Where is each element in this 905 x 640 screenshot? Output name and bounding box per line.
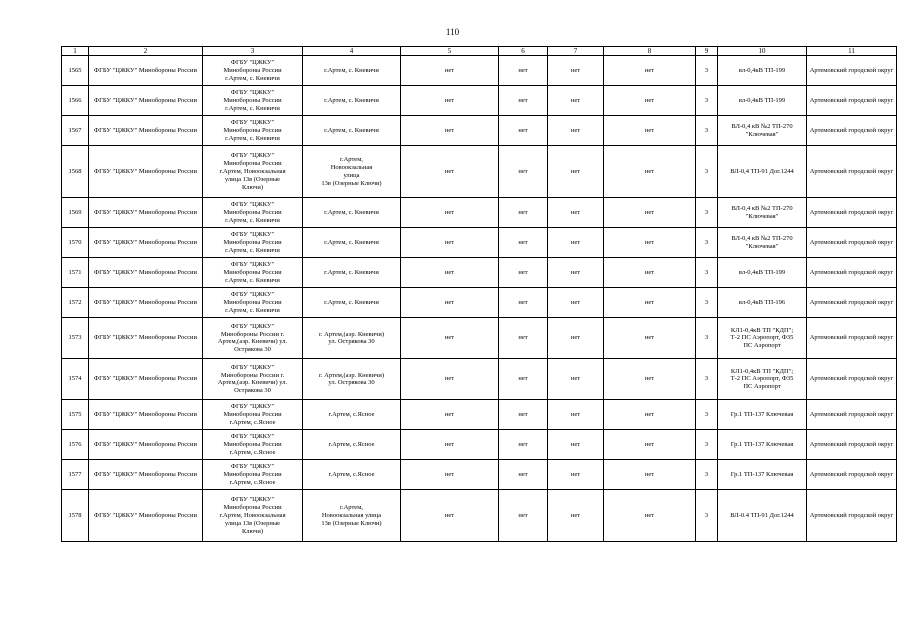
header-row: [62, 47, 897, 56]
cell-col6: нет: [499, 460, 548, 490]
cell-col8: нет: [604, 258, 696, 288]
cell-col5: нет: [401, 146, 499, 198]
table-row: [62, 86, 897, 116]
cell-number: 1568: [62, 146, 89, 198]
cell-owner-address: ФГБУ "ЦЖКУ" Минобороны России г.Артем, с.Ясное: [203, 430, 303, 460]
cell-col9: 3: [696, 198, 718, 228]
cell-owner-address: ФГБУ "ЦЖКУ" Минобороны России г.Артем, Новоокзальная улица 13в (Озерные Ключи): [203, 146, 303, 198]
cell-power-line: КЛ1-0,4кВ ТП "КДП"; Т-2 ПС Аэропорт, Ф35 ПС Аэропорт: [718, 359, 807, 400]
cell-district: Артемовский городской округ: [807, 56, 897, 86]
header-cell-7: 7: [548, 47, 604, 56]
cell-col5: нет: [401, 258, 499, 288]
cell-col9: 3: [696, 400, 718, 430]
cell-col9: 3: [696, 288, 718, 318]
cell-col6: нет: [499, 258, 548, 288]
cell-col6: нет: [499, 359, 548, 400]
cell-owner-address: ФГБУ "ЦЖКУ" Минобороны России г.Артем, с. Кневичи: [203, 56, 303, 86]
cell-col8: нет: [604, 460, 696, 490]
cell-col9: 3: [696, 359, 718, 400]
cell-col7: нет: [548, 288, 604, 318]
cell-holder: ФГБУ "ЦЖКУ" Минобороны России: [89, 359, 203, 400]
cell-col8: нет: [604, 400, 696, 430]
cell-col5: нет: [401, 228, 499, 258]
table-row: [62, 400, 897, 430]
cell-col9: 3: [696, 490, 718, 542]
cell-object-address: г.Артем, с. Кневичи: [303, 56, 401, 86]
cell-power-line: ВЛ-0,4 ТП-91 Дог.1244: [718, 146, 807, 198]
cell-col5: нет: [401, 318, 499, 359]
cell-district: Артемовский городской округ: [807, 146, 897, 198]
cell-col9: 3: [696, 460, 718, 490]
cell-number: 1569: [62, 198, 89, 228]
cell-col5: нет: [401, 198, 499, 228]
cell-col9: 3: [696, 56, 718, 86]
cell-col6: нет: [499, 198, 548, 228]
cell-col9: 3: [696, 430, 718, 460]
cell-power-line: ВЛ-0.4 ТП-91 Дог.1244: [718, 490, 807, 542]
cell-power-line: Гр.1 ТП-137 Ключевая: [718, 460, 807, 490]
cell-district: Артемовский городской округ: [807, 400, 897, 430]
cell-number: 1571: [62, 258, 89, 288]
cell-power-line: вл-0,4кВ ТП-199: [718, 56, 807, 86]
cell-holder: ФГБУ "ЦЖКУ" Минобороны России: [89, 146, 203, 198]
cell-col7: нет: [548, 430, 604, 460]
cell-holder: ФГБУ "ЦЖКУ" Минобороны России: [89, 288, 203, 318]
cell-holder: ФГБУ "ЦЖКУ" Минобороны России: [89, 116, 203, 146]
cell-object-address: г.Артем, Новоокзальная улица 13в (Озерные Ключи): [303, 490, 401, 542]
cell-holder: ФГБУ "ЦЖКУ" Минобороны России: [89, 400, 203, 430]
header-cell-5: 5: [401, 47, 499, 56]
cell-holder: ФГБУ "ЦЖКУ" Минобороны России: [89, 460, 203, 490]
cell-power-line: вл-0,4кВ ТП-199: [718, 86, 807, 116]
cell-col6: нет: [499, 318, 548, 359]
cell-object-address: г.Артем, с.Ясное: [303, 430, 401, 460]
table-row: [62, 490, 897, 542]
cell-number: 1566: [62, 86, 89, 116]
cell-col8: нет: [604, 198, 696, 228]
cell-holder: ФГБУ "ЦЖКУ" Минобороны России: [89, 490, 203, 542]
table-row: [62, 146, 897, 198]
cell-col5: нет: [401, 359, 499, 400]
cell-owner-address: ФГБУ "ЦЖКУ" Минобороны России г. Артем,(аэр. Кневичи) ул. Острякова 30: [203, 318, 303, 359]
cell-district: Артемовский городской округ: [807, 318, 897, 359]
cell-col5: нет: [401, 400, 499, 430]
cell-col8: нет: [604, 318, 696, 359]
cell-col8: нет: [604, 86, 696, 116]
cell-power-line: ВЛ-0,4 кВ №2 ТП-270 "Ключевая": [718, 228, 807, 258]
table-row: [62, 288, 897, 318]
cell-col7: нет: [548, 228, 604, 258]
cell-power-line: вл-0,4кВ ТП-199: [718, 258, 807, 288]
cell-owner-address: ФГБУ "ЦЖКУ" Минобороны России г.Артем, с. Кневичи: [203, 228, 303, 258]
header-cell-11: 11: [807, 47, 897, 56]
cell-col8: нет: [604, 490, 696, 542]
table-row: [62, 430, 897, 460]
cell-col8: нет: [604, 288, 696, 318]
cell-owner-address: ФГБУ "ЦЖКУ" Минобороны России г.Артем, с. Кневичи: [203, 86, 303, 116]
cell-holder: ФГБУ "ЦЖКУ" Минобороны России: [89, 228, 203, 258]
table-body: [62, 56, 897, 542]
table-row: [62, 359, 897, 400]
cell-owner-address: ФГБУ "ЦЖКУ" Минобороны России г.Артем, с. Кневичи: [203, 116, 303, 146]
cell-col6: нет: [499, 86, 548, 116]
table-row: [62, 116, 897, 146]
cell-district: Артемовский городской округ: [807, 359, 897, 400]
cell-power-line: вл-0,4кВ ТП-196: [718, 288, 807, 318]
cell-col6: нет: [499, 430, 548, 460]
cell-col5: нет: [401, 460, 499, 490]
cell-col9: 3: [696, 86, 718, 116]
cell-col7: нет: [548, 86, 604, 116]
cell-number: 1572: [62, 288, 89, 318]
cell-holder: ФГБУ "ЦЖКУ" Минобороны России: [89, 258, 203, 288]
cell-district: Артемовский городской округ: [807, 198, 897, 228]
table-row: [62, 258, 897, 288]
header-cell-1: 1: [62, 47, 89, 56]
cell-district: Артемовский городской округ: [807, 430, 897, 460]
cell-district: Артемовский городской округ: [807, 116, 897, 146]
cell-object-address: г. Артем,(аэр. Кневичи) ул. Острякова 30: [303, 318, 401, 359]
cell-holder: ФГБУ "ЦЖКУ" Минобороны России: [89, 318, 203, 359]
cell-col6: нет: [499, 490, 548, 542]
registry-table: [61, 46, 897, 542]
header-cell-10: 10: [718, 47, 807, 56]
cell-col6: нет: [499, 116, 548, 146]
cell-col9: 3: [696, 258, 718, 288]
cell-col8: нет: [604, 228, 696, 258]
cell-district: Артемовский городской округ: [807, 258, 897, 288]
cell-number: 1575: [62, 400, 89, 430]
cell-district: Артемовский городской округ: [807, 228, 897, 258]
cell-col7: нет: [548, 460, 604, 490]
cell-object-address: г.Артем, с. Кневичи: [303, 228, 401, 258]
cell-col6: нет: [499, 400, 548, 430]
cell-col5: нет: [401, 116, 499, 146]
cell-owner-address: ФГБУ "ЦЖКУ" Минобороны России г.Артем, с. Кневичи: [203, 288, 303, 318]
cell-col6: нет: [499, 56, 548, 86]
cell-object-address: г.Артем, с.Ясное: [303, 400, 401, 430]
cell-col7: нет: [548, 198, 604, 228]
cell-col5: нет: [401, 430, 499, 460]
cell-col8: нет: [604, 430, 696, 460]
cell-col8: нет: [604, 56, 696, 86]
cell-power-line: Гр.1 ТП-137 Ключевая: [718, 400, 807, 430]
cell-power-line: ВЛ-0,4 кВ №2 ТП-270 "Ключевая": [718, 198, 807, 228]
cell-owner-address: ФГБУ "ЦЖКУ" Минобороны России г. Артем,(аэр. Кневичи) ул. Острякова 30: [203, 359, 303, 400]
cell-number: 1574: [62, 359, 89, 400]
cell-object-address: г.Артем, с. Кневичи: [303, 86, 401, 116]
cell-object-address: г.Артем, с. Кневичи: [303, 116, 401, 146]
table-row: [62, 228, 897, 258]
cell-col7: нет: [548, 116, 604, 146]
table-row: [62, 56, 897, 86]
cell-object-address: г.Артем, с.Ясное: [303, 460, 401, 490]
cell-number: 1573: [62, 318, 89, 359]
cell-col5: нет: [401, 288, 499, 318]
cell-col9: 3: [696, 116, 718, 146]
cell-col7: нет: [548, 258, 604, 288]
cell-col7: нет: [548, 490, 604, 542]
header-cell-8: 8: [604, 47, 696, 56]
cell-col7: нет: [548, 146, 604, 198]
table-row: [62, 318, 897, 359]
cell-holder: ФГБУ "ЦЖКУ" Минобороны России: [89, 56, 203, 86]
cell-number: 1578: [62, 490, 89, 542]
table-row: [62, 198, 897, 228]
cell-district: Артемовский городской округ: [807, 490, 897, 542]
cell-col8: нет: [604, 359, 696, 400]
cell-col9: 3: [696, 146, 718, 198]
cell-object-address: г.Артем, с. Кневичи: [303, 258, 401, 288]
cell-col5: нет: [401, 490, 499, 542]
cell-number: 1570: [62, 228, 89, 258]
cell-col5: нет: [401, 56, 499, 86]
cell-col9: 3: [696, 318, 718, 359]
cell-col6: нет: [499, 288, 548, 318]
cell-col7: нет: [548, 318, 604, 359]
cell-col6: нет: [499, 146, 548, 198]
cell-district: Артемовский городской округ: [807, 460, 897, 490]
cell-col8: нет: [604, 116, 696, 146]
cell-col7: нет: [548, 56, 604, 86]
cell-owner-address: ФГБУ "ЦЖКУ" Минобороны России г.Артем, с.Ясное: [203, 400, 303, 430]
cell-power-line: КЛ1-0,4кВ ТП "КДП"; Т-2 ПС Аэропорт, Ф35 ПС Аэропорт: [718, 318, 807, 359]
header-cell-9: 9: [696, 47, 718, 56]
cell-number: 1567: [62, 116, 89, 146]
page-number: 110: [445, 27, 460, 37]
cell-owner-address: ФГБУ "ЦЖКУ" Минобороны России г.Артем, с. Кневичи: [203, 258, 303, 288]
cell-power-line: Гр.1 ТП-137 Ключевая: [718, 430, 807, 460]
cell-holder: ФГБУ "ЦЖКУ" Минобороны России: [89, 198, 203, 228]
cell-owner-address: ФГБУ "ЦЖКУ" Минобороны России г.Артем, Новоокзальная улица 13в (Озерные Ключи): [203, 490, 303, 542]
header-cell-3: 3: [203, 47, 303, 56]
cell-district: Артемовский городской округ: [807, 86, 897, 116]
cell-district: Артемовский городской округ: [807, 288, 897, 318]
cell-owner-address: ФГБУ "ЦЖКУ" Минобороны России г.Артем, с.Ясное: [203, 460, 303, 490]
table-row: [62, 460, 897, 490]
cell-col5: нет: [401, 86, 499, 116]
header-cell-6: 6: [499, 47, 548, 56]
cell-power-line: ВЛ-0,4 кВ №2 ТП-270 "Ключевая": [718, 116, 807, 146]
header-cell-4: 4: [303, 47, 401, 56]
cell-col7: нет: [548, 359, 604, 400]
cell-col6: нет: [499, 228, 548, 258]
cell-number: 1577: [62, 460, 89, 490]
cell-object-address: г. Артем,(аэр. Кневичи) ул. Острякова 30: [303, 359, 401, 400]
cell-object-address: г.Артем, с. Кневичи: [303, 198, 401, 228]
cell-number: 1565: [62, 56, 89, 86]
cell-col8: нет: [604, 146, 696, 198]
cell-col7: нет: [548, 400, 604, 430]
cell-owner-address: ФГБУ "ЦЖКУ" Минобороны России г.Артем, с. Кневичи: [203, 198, 303, 228]
cell-object-address: г.Артем, с. Кневичи: [303, 288, 401, 318]
cell-number: 1576: [62, 430, 89, 460]
cell-object-address: г.Артем, Новоокзальная улица 13в (Озерные Ключи): [303, 146, 401, 198]
cell-holder: ФГБУ "ЦЖКУ" Минобороны России: [89, 86, 203, 116]
cell-holder: ФГБУ "ЦЖКУ" Минобороны России: [89, 430, 203, 460]
header-cell-2: 2: [89, 47, 203, 56]
cell-col9: 3: [696, 228, 718, 258]
